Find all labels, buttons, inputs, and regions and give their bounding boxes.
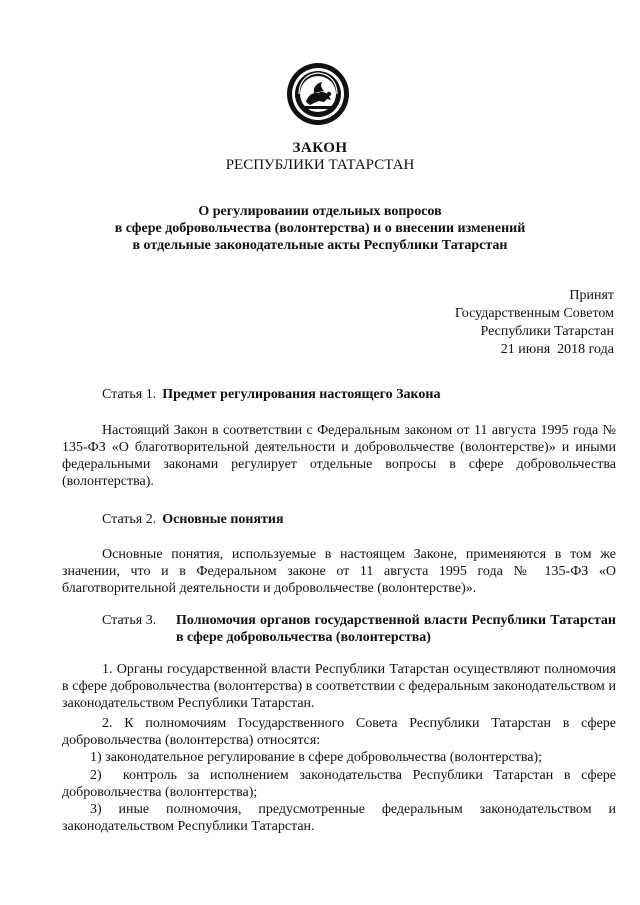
article-name: Полномочия органов государственной власти Республики Татарстан в сфере добровольчества (волонтерства): [176, 613, 616, 645]
title-line: в отдельные законодательные акты Республики Татарстан: [132, 238, 508, 253]
article-name: Предмет регулирования настоящего Закона: [162, 387, 441, 402]
document-title: [100, 203, 540, 254]
article-1-paragraph: Настоящий Закон в соответствии с Федеральным законом от 11 августа 1995 года № 135-ФЗ «О благотворительной деятельности и добровольчестве (волонтерстве)» и иными федеральными законами регулирует отдельные вопросы в сфере добровольчества (волонтерства).: [62, 423, 616, 489]
title-line: О регулировании отдельных вопросов: [198, 204, 442, 219]
adoption-line: Принят: [569, 288, 614, 303]
document-type: ЗАКОН: [292, 140, 348, 156]
article-3-paragraph: 1. Органы государственной власти Республики Татарстан осуществляют полномочия в сфере добровольчества (волонтерства) в соответствии с федеральным законодательством и законодательством Республики Татарстан.: [62, 662, 616, 711]
adoption-date: 21 июня 2018 года: [500, 342, 614, 357]
article-2-heading: [102, 512, 284, 528]
article-number: Статья 3.: [102, 613, 157, 628]
adoption-line: Республики Татарстан: [480, 324, 614, 339]
article-3-list-item: 2) контроль за исполнением законодательства Республики Татарстан в сфере добровольчества (волонтерства);: [62, 768, 620, 800]
article-1-heading: [102, 387, 440, 403]
article-2-paragraph: Основные понятия, используемые в настоящем Законе, применяются в том же значении, что и в Федеральном законе от 11 августа 1995 года № 135-ФЗ «О благотворительной деятельности и добровольчестве (волонтерстве)».: [62, 547, 616, 596]
title-line: в сфере добровольчества (волонтерства) и о внесении изменений: [114, 221, 526, 236]
adoption-block: [455, 287, 614, 359]
article-name: Основные понятия: [162, 512, 284, 527]
article-3-list-item: 3) иные полномочия, предусмотренные федеральным законодательством и законодательством Республики Татарстан.: [62, 802, 616, 834]
coat-of-arms-emblem: [286, 62, 350, 126]
article-3-list-item: 1) законодательное регулирование в сфере добровольчества (волонтерства);: [90, 750, 543, 765]
article-3-heading: [102, 612, 616, 646]
article-number: Статья 2.: [102, 512, 157, 527]
article-number: Статья 1.: [102, 387, 157, 402]
document-issuer: РЕСПУБЛИКИ ТАТАРСТАН: [225, 157, 415, 173]
article-3-paragraph: 2. К полномочиям Государственного Совета Республики Татарстан в сфере добровольчества (волонтерства) относятся:: [62, 716, 616, 748]
adoption-line: Государственным Советом: [454, 306, 614, 321]
